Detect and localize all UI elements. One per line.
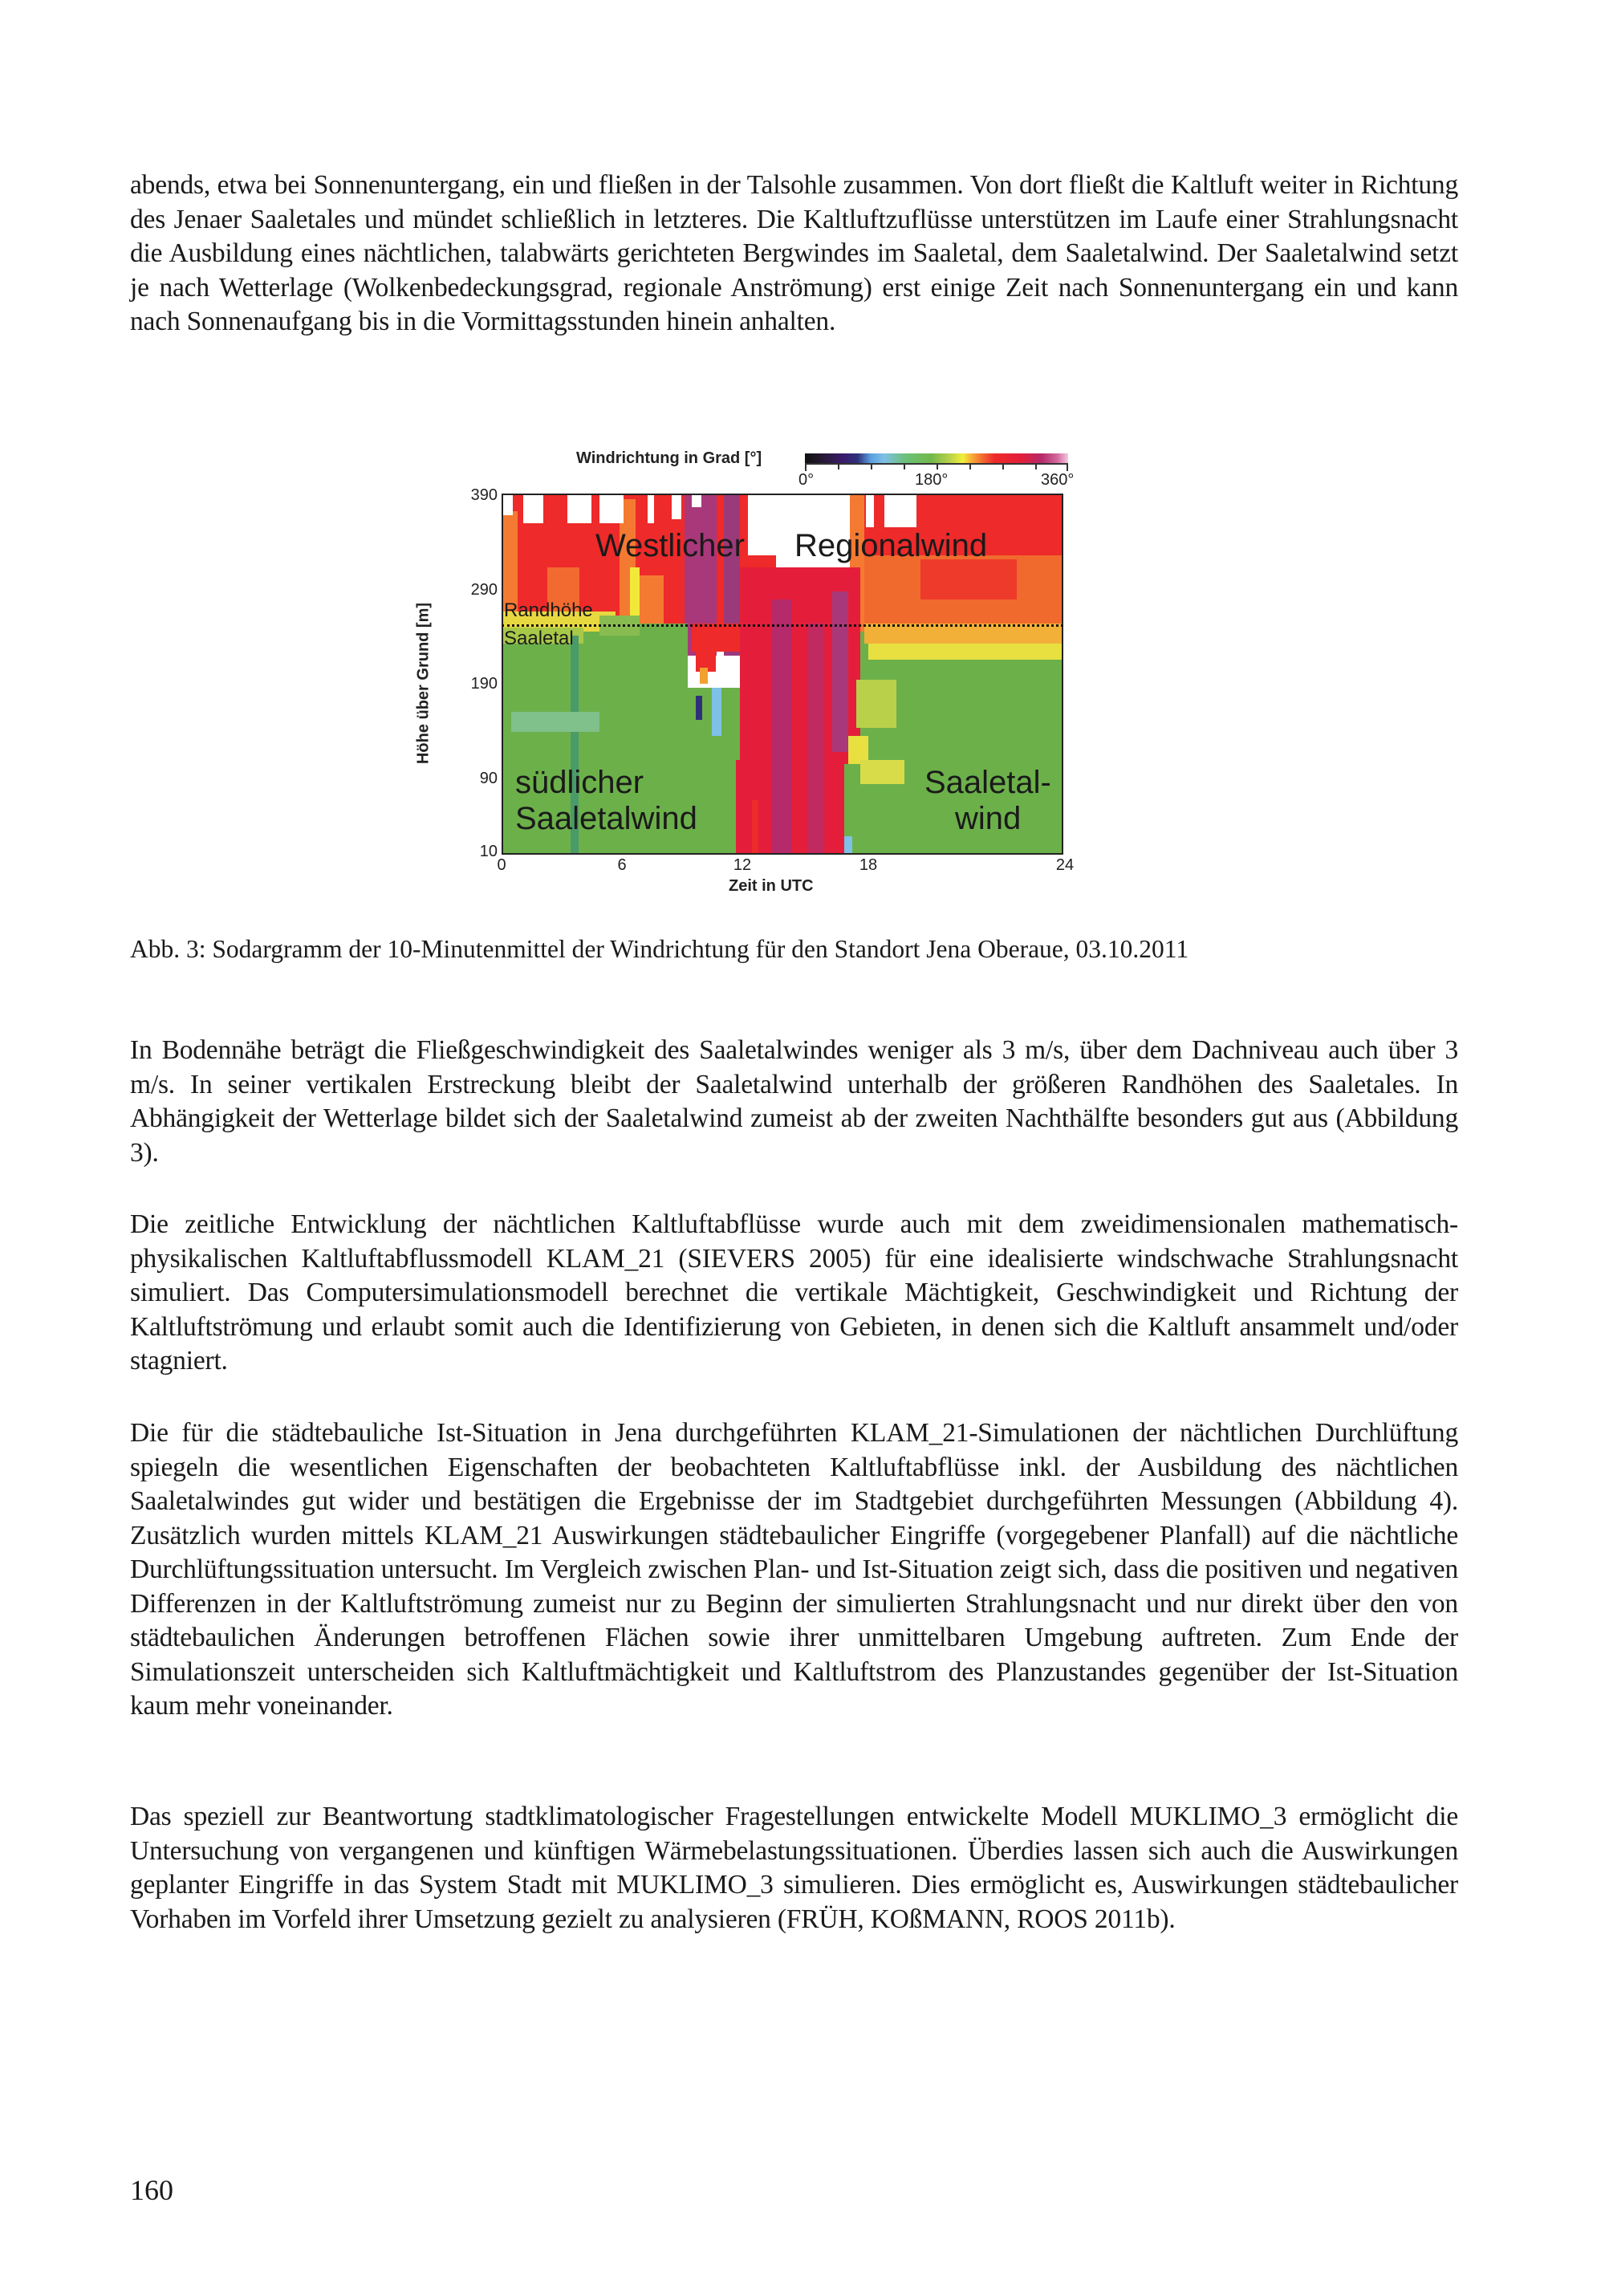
- annotation-saaletal-hyphen: Saaletal-: [924, 765, 1051, 800]
- figure-sodargram: [0, 0, 1605, 907]
- cell-blue-light: [712, 688, 721, 736]
- annotation-regionalwind: Regionalwind: [794, 528, 988, 563]
- cell-nodata: [599, 495, 624, 523]
- x-tick-24: 24: [1055, 856, 1075, 874]
- cell-nodata: [503, 495, 513, 515]
- x-tick-0: 0: [497, 856, 506, 874]
- cell-lightgreen: [856, 680, 896, 728]
- annotation-suedlicher: südlicher: [515, 765, 644, 800]
- y-tick-90: 90: [479, 770, 498, 787]
- cell-nodata: [523, 495, 543, 523]
- cell-nodata: [648, 495, 654, 523]
- cell-nodata: [672, 495, 681, 519]
- cell-magenta: [772, 599, 792, 853]
- colorbar-tick: [969, 465, 971, 469]
- annotation-randhoehe: Randhöhe: [504, 599, 593, 621]
- cell-purple: [832, 591, 848, 752]
- cell-blue-dark: [696, 696, 702, 720]
- reference-line-randhoehe: [502, 624, 1063, 627]
- colorbar-tick: [1002, 465, 1004, 469]
- x-tick-6: 6: [617, 856, 627, 874]
- cell-magenta: [808, 624, 824, 853]
- paragraph-5: Das speziell zur Beantwortung stadtklimatologischer Fragestellungen entwickelte Modell MUKLIMO_3 ermöglicht die Untersuchung von vergangenen und künftigen Wärmebelastungssituationen. Überdies lassen sich auch die Auswirkungen geplanter Eingriffe in das System Stadt mit MUKLIMO_3 simulieren. Dies ermöglicht es, Auswirkungen städtebaulicher Vorhaben im Vorfeld ihrer Umsetzung gezielt zu analysieren (FRÜH, KOßMANN, ROOS 2011b).: [130, 1802, 1458, 1934]
- colorbar-tick: [904, 465, 905, 469]
- paragraph-4: Die für die städtebauliche Ist-Situation in Jena durchgeführten KLAM_21-Simulationen der nächtlichen Durchlüftung spiegeln die wesentlichen Eigenschaften der beobachteten Kaltluftabflüsse inkl. der Ausbildung des nächtlichen Saaletalwindes gut wider und bestätigen die Ergebnisse der im Stadtgebiet durchgeführten Messungen (Abbildung 4). Zusätzlich wurden mittels KLAM_21 Auswirkungen städtebaulicher Eingriffe (vorgegebener Planfall) auf die nächtliche Durchlüftungssituation untersucht. Im Vergleich zwischen Plan- und Ist-Situation zeigt sich, dass die positiven und negativen Differenzen in der Kaltluftströmung zumeist nur zu Beginn der simulierten Strahlungsnacht und nur direkt über den von städtebaulichen Änderungen betroffenen Flächen sowie ihrer unmittelbaren Umgebung auftreten. Zum Ende der Simulationszeit unterscheiden sich Kaltluftmächtigkeit und Kaltluftstrom des Planzustandes gegenüber der Ist-Situation kaum mehr voneinander.: [130, 1418, 1458, 1721]
- colorbar-tick: [937, 465, 938, 469]
- cell-orange: [700, 668, 708, 684]
- cell-red: [736, 760, 752, 853]
- x-tick-18: 18: [859, 856, 878, 874]
- annotation-wind: wind: [955, 801, 1022, 836]
- colorbar-label-0: 0°: [798, 471, 815, 489]
- colorbar-tick: [838, 465, 839, 469]
- paragraph-3: Die zeitliche Entwicklung der nächtlichen Kaltluftabflüsse wurde auch mit dem zweidimensionalen mathematisch-physikalischen Kaltluftabflussmodell KLAM_21 (SIEVERS 2005) für eine idealisierte windschwache Strahlungsnacht simuliert. Das Computersimulationsmodell berechnet die vertikale Mächtigkeit, Geschwindigkeit und Richtung der Kaltluftströmung und erlaubt somit auch die Identifizierung von Gebieten, in denen sich die Kaltluft ansammelt und/oder stagniert.: [130, 1209, 1458, 1376]
- cell-teal-light: [511, 712, 599, 732]
- x-axis-label: Zeit in UTC: [729, 877, 814, 895]
- cell-nodata: [692, 495, 701, 507]
- figure-caption: Abb. 3: Sodargramm der 10-Minutenmittel der Windrichtung für den Standort Jena Oberaue, 03.10.2011: [130, 935, 1189, 963]
- region-south-valley-wind: [664, 624, 688, 688]
- colorbar-label-360: 360°: [1041, 471, 1075, 489]
- colorbar-tick: [1035, 465, 1037, 469]
- annotation-saaletalwind: Saaletalwind: [515, 801, 697, 836]
- y-tick-10: 10: [479, 843, 498, 860]
- colorbar-axis: [805, 463, 1068, 471]
- cell-nodata: [884, 495, 916, 527]
- cell-nodata: [567, 495, 591, 523]
- y-axis-label: Höhe über Grund [m]: [414, 602, 433, 765]
- cell-nodata: [866, 495, 874, 527]
- colorbar: [805, 453, 1068, 463]
- cell-yellow: [860, 760, 904, 784]
- colorbar-label-180: 180°: [915, 471, 949, 489]
- cell-red: [920, 559, 1017, 599]
- y-tick-190: 190: [470, 675, 498, 693]
- page-number: 160: [130, 2174, 173, 2206]
- paragraph-2: In Bodennähe beträgt die Fließgeschwindigkeit des Saaletalwindes weniger als 3 m/s, über dem Dachniveau auch über 3 m/s. In seiner vertikalen Erstreckung bleibt der Saaletalwind unterhalb der größeren Randhöhen des Saaletales. In Abhängigkeit der Wetterlage bildet sich der Saaletalwind zumeist ab der zweiten Nachthälfte besonders gut aus (Abbildung 3).: [130, 1035, 1458, 1168]
- colorbar-title: Windrichtung in Grad [°]: [576, 449, 762, 467]
- y-tick-390: 390: [470, 486, 498, 504]
- annotation-westlicher: Westlicher: [595, 528, 745, 563]
- y-tick-290: 290: [470, 581, 498, 599]
- colorbar-tick: [871, 465, 872, 469]
- cell-yellow: [868, 644, 1062, 660]
- paragraph-1: abends, etwa bei Sonnenuntergang, ein und fließen in der Talsohle zusammen. Von dort fließt die Kaltluft weiter in Richtung des Jenaer Saaletales und mündet schließlich in letzteres. Die Kaltluftzuflüsse unterstützen im Laufe einer Strahlungsnacht die Ausbildung eines nächtlichen, talabwärts gerichteten Bergwindes im Saaletal, dem Saaletalwind. Der Saaletalwind setzt je nach Wetterlage (Wolkenbedeckungsgrad, regionale Anströmung) erst einige Zeit nach Sonnenuntergang ein und kann nach Sonnenaufgang bis in die Vormittagsstunden hinein anhalten.: [130, 170, 1458, 336]
- x-tick-12: 12: [733, 856, 752, 874]
- cell-blue-light: [844, 836, 852, 853]
- annotation-saaletal: Saaletal: [504, 628, 574, 649]
